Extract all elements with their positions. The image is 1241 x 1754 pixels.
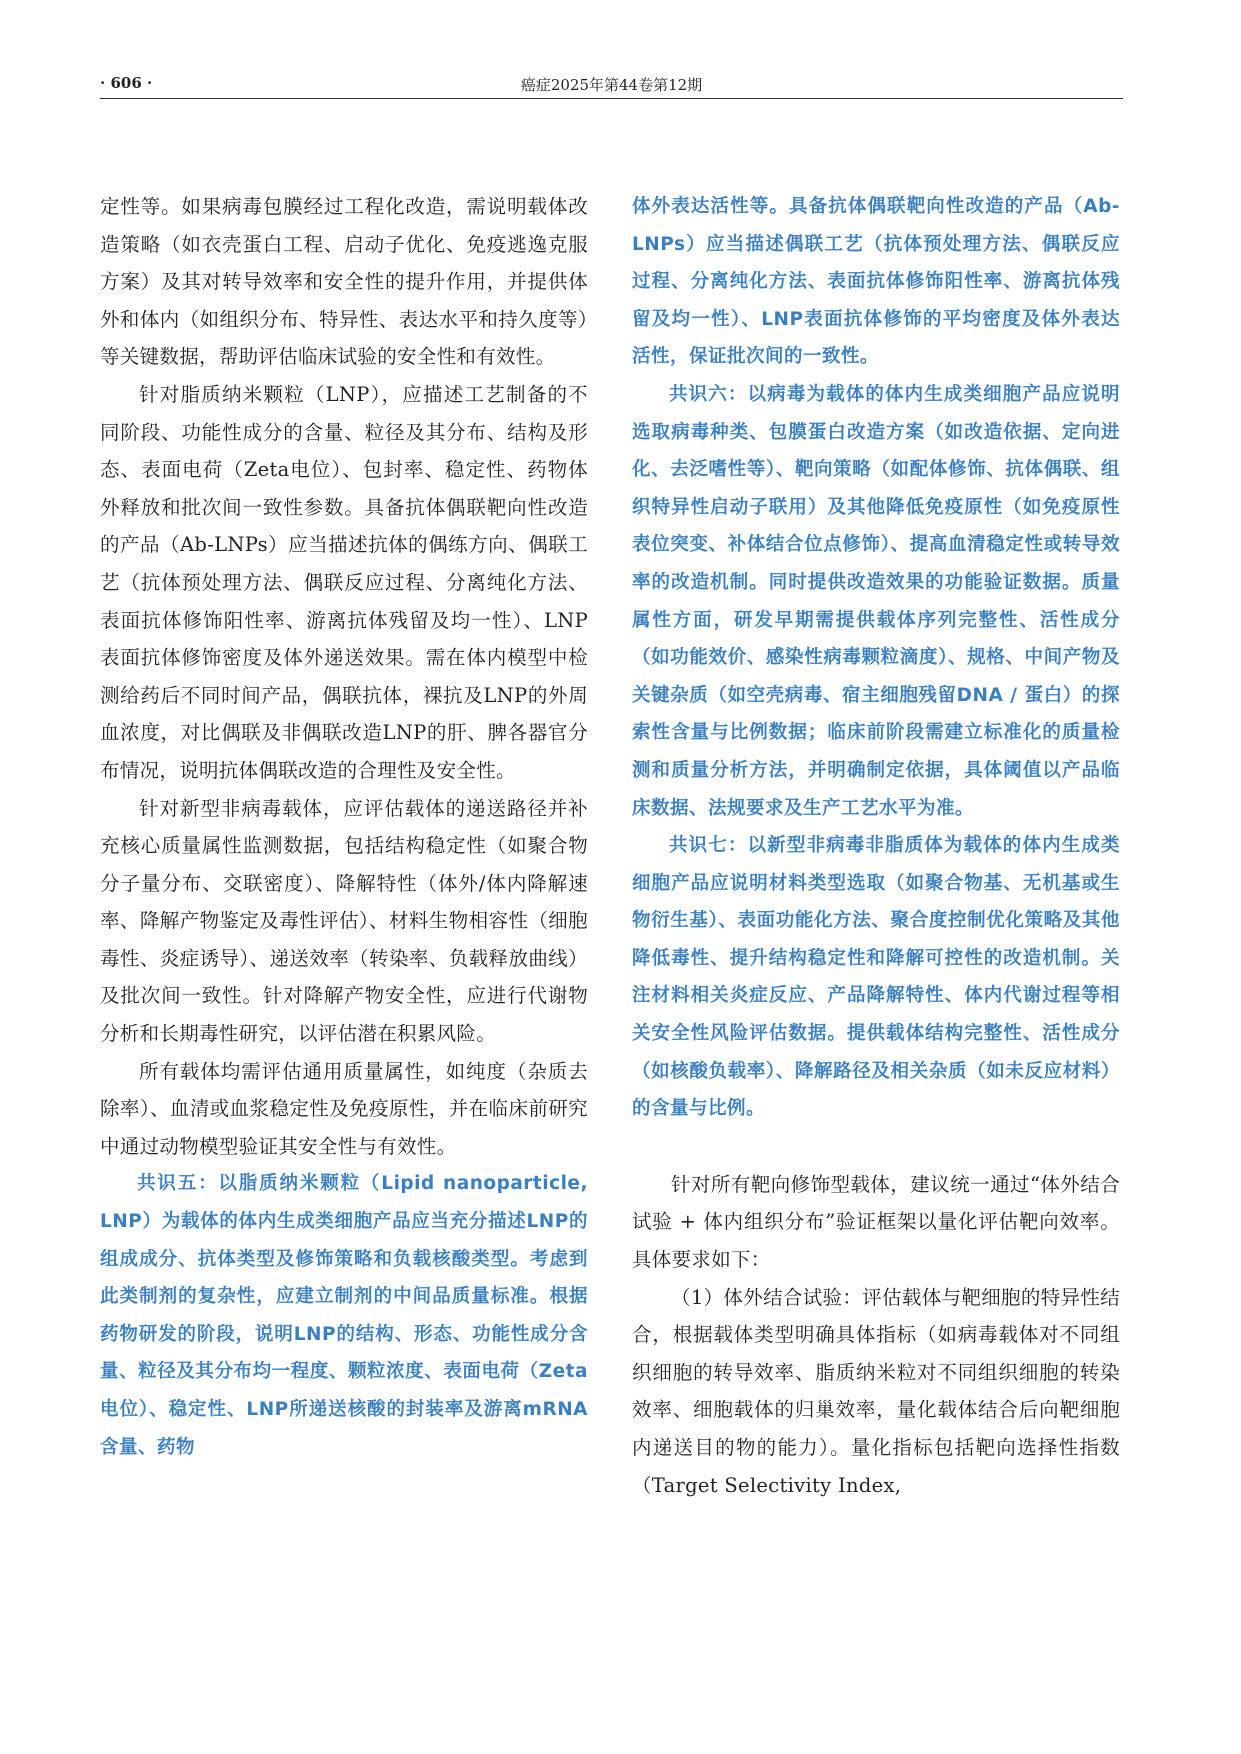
right-column: [632, 188, 1120, 1504]
left-column: [100, 188, 588, 1466]
paragraph-non-viral: 针对新型非病毒载体，应评估载体的递送路径并补充核心质量属性监测数据，包括结构稳定性（如聚合物分子量分布、交联密度）、降解特性（体外/体内降解速率、降解产物鉴定及毒性评估）、材料生物相容性（细胞毒性、炎症诱导）、递送效率（转染率、负载释放曲线）及批次间一致性。针对降解产物安全性，应进行代谢物分析和长期毒性研究，以评估潜在积累风险。: [100, 796, 588, 1046]
consensus-six: 共识六：以病毒为载体的体内生成类细胞产品应说明选取病毒种类、包膜蛋白改造方案（如改造依据、定向进化、去泛嗜性等）、靶向策略（如配体修饰、抗体偶联、组织特异性启动子联用）及其他降低免疫原性（如免疫原性表位突变、补体结合位点修饰）、提高血清稳定性或转导效率的改造机制。同时提供改造效果的功能验证数据。质量属性方面，研发早期需提供载体序列完整性、活性成分（如功能效价、感染性病毒颗粒滴度）、规格、中间产物及关键杂质（如空壳病毒、宿主细胞残留DNA / 蛋白）的探索性含量与比例数据；临床前阶段需建立标准化的质量检测和质量分析方法，并明确制定依据，具体阈值以产品临床数据、法规要求及生产工艺水平为准。: [632, 383, 1120, 819]
consensus-five: 共识五：以脂质纳米颗粒（Lipid nanoparticle, LNP）为载体的体内生成类细胞产品应当充分描述LNP的组成成分、抗体类型及修饰策略和负载核酸类型。考虑到此类制剂的复杂性，应建立制剂的中间品质量标准。根据药物研发的阶段，说明LNP的结构、形态、功能性成分含量、粒径及其分布均一程度、颗粒浓度、表面电荷（Zeta电位）、稳定性、LNP所递送核酸的封装率及游离mRNA含量、药物: [100, 1173, 588, 1458]
consensus-seven: 共识七：以新型非病毒非脂质体为载体的体内生成类细胞产品应说明材料类型选取（如聚合物基、无机基或生物衍生基）、表面功能化方法、聚合度控制优化策略及其他降低毒性、提升结构稳定性和降解可控性的改造机制。关注材料相关炎症反应、产品降解特性、体内代谢过程等相关安全性风险评估数据。提供载体结构完整性、活性成分（如核酸负载率）、降解路径及相关杂质（如未反应材料）的含量与比例。: [632, 835, 1120, 1120]
consensus-five-continued: 体外表达活性等。具备抗体偶联靶向性改造的产品（Ab-LNPs）应当描述偶联工艺（抗体预处理方法、偶联反应过程、分离纯化方法、表面抗体修饰阳性率、游离抗体残留及均一性）、LNP表面抗体修饰的平均密度及体外表达活性，保证批次间的一致性。: [632, 196, 1120, 368]
running-header: [100, 70, 1123, 99]
paragraph-gap: [632, 1128, 1120, 1166]
journal-title: 癌症2025年第44卷第12期: [520, 76, 703, 94]
page-number: · 606 ·: [100, 74, 153, 92]
paragraph-in-vitro-binding: （1）体外结合试验：评估载体与靶细胞的特异性结合，根据载体类型明确具体指标（如病毒载体对不同组织细胞的转导效率、脂质纳米粒对不同组织细胞的转染效率、细胞载体的归巢效率，量化载体结合后向靶细胞内递送目的物的能力）。量化指标包括靶向选择性指数（Target Selectivity Index,: [632, 1285, 1120, 1497]
paragraph-general-quality: 所有载体均需评估通用质量属性，如纯度（杂质去除率）、血清或血浆稳定性及免疫原性，并在临床前研究中通过动物模型验证其安全性与有效性。: [100, 1059, 588, 1158]
paragraph-lnp: 针对脂质纳米颗粒（LNP），应描述工艺制备的不同阶段、功能性成分的含量、粒径及其分布、结构及形态、表面电荷（Zeta电位）、包封率、稳定性、药物体外释放和批次间一致性参数。具备抗体偶联靶向性改造的产品（Ab-LNPs）应当描述抗体的偶练方向、偶联工艺（抗体预处理方法、偶联反应过程、分离纯化方法、表面抗体修饰阳性率、游离抗体残留及均一性）、LNP表面抗体修饰密度及体外递送效果。需在体内模型中检测给药后不同时间产品，偶联抗体，裸抗及LNP的外周血浓度，对比偶联及非偶联改造LNP的肝、脾各器官分布情况，说明抗体偶联改造的合理性及安全性。: [100, 382, 588, 782]
paragraph-vector-engineering: 定性等。如果病毒包膜经过工程化改造，需说明载体改造策略（如衣壳蛋白工程、启动子优化、免疫逃逸克服方案）及其对转导效率和安全性的提升作用，并提供体外和体内（如组织分布、特异性、表达水平和持久度等）等关键数据，帮助评估临床试验的安全性和有效性。: [100, 195, 588, 369]
paragraph-targeting-framework: 针对所有靶向修饰型载体，建议统一通过“体外结合试验 + 体内组织分布”验证框架以量化评估靶向效率。具体要求如下：: [632, 1172, 1120, 1272]
